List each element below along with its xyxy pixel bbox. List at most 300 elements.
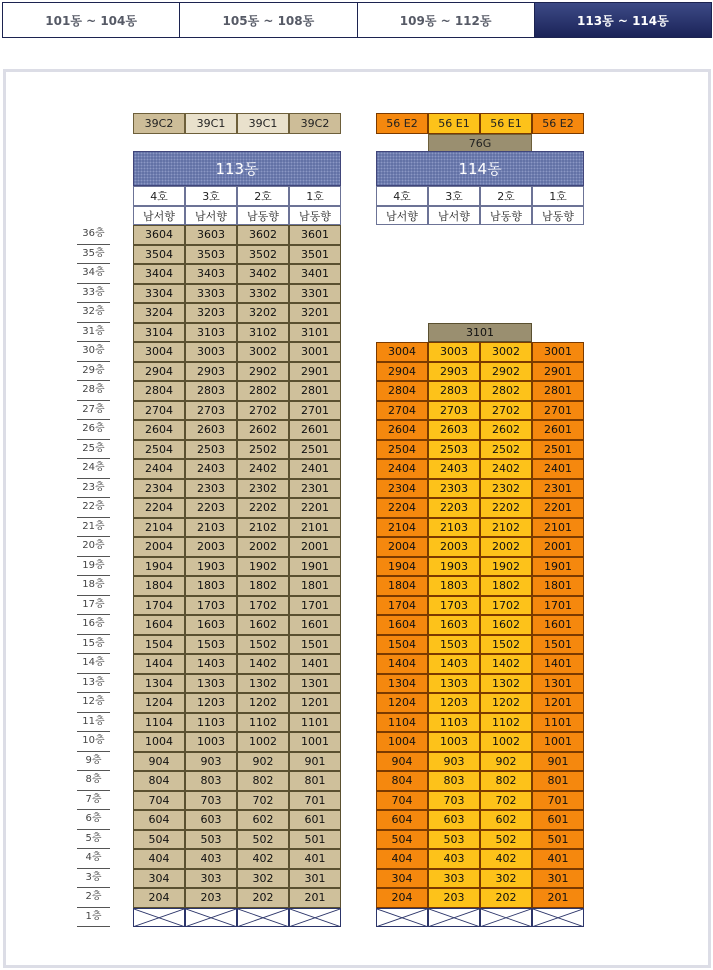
- unit-cell[interactable]: 2902: [480, 362, 532, 382]
- unit-cell[interactable]: 403: [185, 849, 237, 869]
- unit-cell[interactable]: 3004: [133, 342, 185, 362]
- unit-cell[interactable]: 1303: [428, 674, 480, 694]
- unit-cell[interactable]: 2003: [185, 537, 237, 557]
- unit-cell[interactable]: 1203: [185, 693, 237, 713]
- unit-cell[interactable]: 603: [428, 810, 480, 830]
- unit-cell[interactable]: 602: [480, 810, 532, 830]
- unit-cell[interactable]: 603: [185, 810, 237, 830]
- unit-cell[interactable]: 2604: [133, 420, 185, 440]
- unit-cell[interactable]: 2103: [428, 518, 480, 538]
- unit-cell[interactable]: 1804: [376, 576, 428, 596]
- unit-cell[interactable]: 1703: [428, 596, 480, 616]
- unit-cell[interactable]: 3101: [289, 323, 341, 343]
- unit-cell[interactable]: 2002: [237, 537, 289, 557]
- unit-cell[interactable]: 1101: [289, 713, 341, 733]
- unit-cell[interactable]: 2004: [376, 537, 428, 557]
- unit-cell[interactable]: 2402: [480, 459, 532, 479]
- unit-cell[interactable]: 3304: [133, 284, 185, 304]
- unit-cell[interactable]: 2904: [133, 362, 185, 382]
- unit-cell[interactable]: 904: [133, 752, 185, 772]
- unit-cell[interactable]: 3202: [237, 303, 289, 323]
- unit-cell[interactable]: 1104: [133, 713, 185, 733]
- floor-label: 19층: [77, 557, 110, 577]
- unit-cell[interactable]: 2101: [532, 518, 584, 538]
- unit-cell[interactable]: 3302: [237, 284, 289, 304]
- unit-cell[interactable]: 1604: [376, 615, 428, 635]
- unit-cell[interactable]: 1104: [376, 713, 428, 733]
- floor-label: 8층: [77, 771, 110, 791]
- unit-cell[interactable]: 1102: [480, 713, 532, 733]
- unit-cell[interactable]: 1303: [185, 674, 237, 694]
- unit-cell[interactable]: 2904: [376, 362, 428, 382]
- unit-cell[interactable]: 1502: [480, 635, 532, 655]
- empty-cell: [185, 908, 237, 928]
- unit-type-label: 56 E1: [480, 113, 532, 134]
- unit-cell[interactable]: 2202: [480, 498, 532, 518]
- unit-cell[interactable]: 302: [480, 869, 532, 889]
- unit-cell[interactable]: 2901: [289, 362, 341, 382]
- unit-cell[interactable]: 1901: [532, 557, 584, 577]
- unit-cell[interactable]: 3003: [185, 342, 237, 362]
- unit-cell[interactable]: 1401: [532, 654, 584, 674]
- unit-cell[interactable]: 2001: [289, 537, 341, 557]
- unit-cell[interactable]: 1701: [289, 596, 341, 616]
- unit-cell[interactable]: 2503: [428, 440, 480, 460]
- unit-cell[interactable]: 1802: [480, 576, 532, 596]
- unit-cell[interactable]: 903: [185, 752, 237, 772]
- unit-cell[interactable]: 701: [532, 791, 584, 811]
- unit-cell[interactable]: 1403: [185, 654, 237, 674]
- direction-label: 남서향: [428, 206, 480, 225]
- unit-cell[interactable]: 902: [480, 752, 532, 772]
- unit-cell[interactable]: 1404: [376, 654, 428, 674]
- unit-cell[interactable]: 1904: [376, 557, 428, 577]
- unit-cell[interactable]: 2902: [237, 362, 289, 382]
- unit-cell[interactable]: 2803: [428, 381, 480, 401]
- unit-cell[interactable]: 1003: [428, 732, 480, 752]
- unit-cell[interactable]: 201: [289, 888, 341, 908]
- unit-cell[interactable]: 401: [532, 849, 584, 869]
- unit-cell[interactable]: 1201: [289, 693, 341, 713]
- unit-layout-panel: [3, 69, 711, 968]
- unit-cell[interactable]: 2602: [237, 420, 289, 440]
- unit-cell[interactable]: 2201: [532, 498, 584, 518]
- unit-cell[interactable]: 3002: [237, 342, 289, 362]
- unit-cell[interactable]: 1002: [237, 732, 289, 752]
- unit-cell[interactable]: 3201: [289, 303, 341, 323]
- unit-cell[interactable]: 2701: [289, 401, 341, 421]
- floor-label: 12층: [77, 693, 110, 713]
- unit-cell[interactable]: 902: [237, 752, 289, 772]
- unit-cell[interactable]: 504: [133, 830, 185, 850]
- unit-cell[interactable]: 2303: [428, 479, 480, 499]
- unit-cell[interactable]: 503: [185, 830, 237, 850]
- unit-cell[interactable]: 1603: [428, 615, 480, 635]
- unit-cell[interactable]: 2302: [480, 479, 532, 499]
- unit-cell[interactable]: 1601: [532, 615, 584, 635]
- unit-cell[interactable]: 1503: [428, 635, 480, 655]
- unit-cell[interactable]: 803: [185, 771, 237, 791]
- unit-cell[interactable]: 2301: [532, 479, 584, 499]
- unit-cell[interactable]: 2301: [289, 479, 341, 499]
- unit-cell[interactable]: 704: [376, 791, 428, 811]
- unit-cell[interactable]: 1803: [428, 576, 480, 596]
- unit-cell[interactable]: 2504: [376, 440, 428, 460]
- tab-105-108[interactable]: 105동 ~ 108동: [180, 3, 357, 37]
- unit-cell[interactable]: 203: [428, 888, 480, 908]
- unit-cell[interactable]: 504: [376, 830, 428, 850]
- unit-cell[interactable]: 701: [289, 791, 341, 811]
- unit-cell[interactable]: 501: [289, 830, 341, 850]
- unit-cell[interactable]: 1202: [480, 693, 532, 713]
- unit-cell[interactable]: 3604: [133, 225, 185, 245]
- unit-cell[interactable]: 703: [428, 791, 480, 811]
- unit-cell[interactable]: 2403: [185, 459, 237, 479]
- unit-cell[interactable]: 2004: [133, 537, 185, 557]
- unit-cell[interactable]: 1504: [133, 635, 185, 655]
- unit-cell[interactable]: 702: [237, 791, 289, 811]
- unit-cell[interactable]: 1204: [133, 693, 185, 713]
- unit-cell[interactable]: 404: [376, 849, 428, 869]
- unit-cell[interactable]: 3103: [185, 323, 237, 343]
- unit-cell[interactable]: 1704: [376, 596, 428, 616]
- unit-cell[interactable]: 802: [480, 771, 532, 791]
- unit-cell[interactable]: 1403: [428, 654, 480, 674]
- unit-cell[interactable]: 801: [289, 771, 341, 791]
- unit-cell[interactable]: 2804: [376, 381, 428, 401]
- line-label: 4호: [376, 186, 428, 206]
- unit-cell[interactable]: 2504: [133, 440, 185, 460]
- floor-label: 31층: [77, 323, 110, 343]
- unit-cell[interactable]: 2002: [480, 537, 532, 557]
- unit-cell[interactable]: 604: [133, 810, 185, 830]
- unit-cell[interactable]: 2202: [237, 498, 289, 518]
- unit-cell[interactable]: 2003: [428, 537, 480, 557]
- unit-cell[interactable]: 204: [133, 888, 185, 908]
- unit-cell[interactable]: 401: [289, 849, 341, 869]
- unit-cell[interactable]: 1904: [133, 557, 185, 577]
- unit-cell[interactable]: 704: [133, 791, 185, 811]
- unit-cell[interactable]: 2804: [133, 381, 185, 401]
- unit-cell[interactable]: 1902: [237, 557, 289, 577]
- unit-cell[interactable]: 2404: [133, 459, 185, 479]
- line-label: 2호: [237, 186, 289, 206]
- unit-cell[interactable]: 302: [237, 869, 289, 889]
- unit-cell[interactable]: 2204: [133, 498, 185, 518]
- unit-cell[interactable]: 2104: [376, 518, 428, 538]
- unit-cell[interactable]: 1001: [289, 732, 341, 752]
- unit-cell[interactable]: 3001: [532, 342, 584, 362]
- unit-cell[interactable]: 1702: [237, 596, 289, 616]
- unit-cell[interactable]: 2801: [289, 381, 341, 401]
- unit-cell[interactable]: 1301: [289, 674, 341, 694]
- unit-cell[interactable]: 1504: [376, 635, 428, 655]
- tab-109-112[interactable]: 109동 ~ 112동: [358, 3, 535, 37]
- unit-cell[interactable]: 2703: [185, 401, 237, 421]
- unit-cell[interactable]: 402: [237, 849, 289, 869]
- unit-cell[interactable]: 1501: [532, 635, 584, 655]
- unit-cell[interactable]: 2403: [428, 459, 480, 479]
- unit-cell[interactable]: 404: [133, 849, 185, 869]
- unit-cell[interactable]: 1101: [532, 713, 584, 733]
- unit-cell[interactable]: 2203: [428, 498, 480, 518]
- unit-cell[interactable]: 1802: [237, 576, 289, 596]
- direction-label: 남서향: [185, 206, 237, 225]
- unit-cell[interactable]: 3303: [185, 284, 237, 304]
- empty-cell: [532, 908, 584, 928]
- floor-label: 22층: [77, 498, 110, 518]
- unit-cell[interactable]: 2304: [133, 479, 185, 499]
- unit-cell[interactable]: 1903: [185, 557, 237, 577]
- unit-cell[interactable]: 202: [480, 888, 532, 908]
- unit-cell[interactable]: 802: [237, 771, 289, 791]
- unit-cell[interactable]: 402: [480, 849, 532, 869]
- unit-cell[interactable]: 3301: [289, 284, 341, 304]
- unit-cell[interactable]: 303: [428, 869, 480, 889]
- unit-type-label: 39C2: [133, 113, 185, 134]
- unit-cell[interactable]: 1903: [428, 557, 480, 577]
- unit-cell[interactable]: 2503: [185, 440, 237, 460]
- unit-cell[interactable]: 2803: [185, 381, 237, 401]
- unit-cell[interactable]: 2401: [532, 459, 584, 479]
- unit-cell[interactable]: 1102: [237, 713, 289, 733]
- unit-cell[interactable]: 2204: [376, 498, 428, 518]
- unit-cell[interactable]: 804: [133, 771, 185, 791]
- unit-cell[interactable]: 1901: [289, 557, 341, 577]
- unit-cell[interactable]: 1202: [237, 693, 289, 713]
- unit-cell[interactable]: 2102: [237, 518, 289, 538]
- unit-cell[interactable]: 1801: [532, 576, 584, 596]
- unit-cell[interactable]: 1301: [532, 674, 584, 694]
- floor-label: 20층: [77, 537, 110, 557]
- unit-cell[interactable]: 601: [289, 810, 341, 830]
- unit-cell[interactable]: 703: [185, 791, 237, 811]
- unit-cell[interactable]: 3502: [237, 245, 289, 265]
- unit-cell[interactable]: 2801: [532, 381, 584, 401]
- unit-cell[interactable]: 2903: [428, 362, 480, 382]
- unit-cell[interactable]: 503: [428, 830, 480, 850]
- unit-cell[interactable]: 2201: [289, 498, 341, 518]
- unit-type-label: 39C2: [289, 113, 341, 134]
- unit-cell[interactable]: 1801: [289, 576, 341, 596]
- unit-cell[interactable]: 2502: [480, 440, 532, 460]
- unit-cell[interactable]: 2901: [532, 362, 584, 382]
- unit-cell[interactable]: 2802: [237, 381, 289, 401]
- unit-cell[interactable]: 1502: [237, 635, 289, 655]
- unit-cell[interactable]: 1002: [480, 732, 532, 752]
- unit-cell[interactable]: 1302: [480, 674, 532, 694]
- unit-cell[interactable]: 903: [428, 752, 480, 772]
- unit-cell[interactable]: 801: [532, 771, 584, 791]
- unit-cell[interactable]: 2501: [289, 440, 341, 460]
- unit-cell[interactable]: 502: [480, 830, 532, 850]
- unit-cell[interactable]: 1204: [376, 693, 428, 713]
- unit-cell[interactable]: 702: [480, 791, 532, 811]
- floor-label: 25층: [77, 440, 110, 460]
- unit-cell[interactable]: 3102: [237, 323, 289, 343]
- unit-cell[interactable]: 1603: [185, 615, 237, 635]
- unit-cell[interactable]: 1103: [185, 713, 237, 733]
- unit-cell[interactable]: 3501: [289, 245, 341, 265]
- floor-label: 2층: [77, 888, 110, 908]
- unit-cell[interactable]: 2404: [376, 459, 428, 479]
- floor-label: 9층: [77, 752, 110, 772]
- direction-label: 남동향: [532, 206, 584, 225]
- unit-cell[interactable]: 3003: [428, 342, 480, 362]
- unit-cell[interactable]: 2704: [376, 401, 428, 421]
- unit-cell[interactable]: 502: [237, 830, 289, 850]
- unit-cell[interactable]: 3401: [289, 264, 341, 284]
- empty-cell: [237, 908, 289, 928]
- unit-cell[interactable]: 2104: [133, 518, 185, 538]
- unit-cell[interactable]: 3203: [185, 303, 237, 323]
- unit-cell[interactable]: 901: [289, 752, 341, 772]
- unit-cell[interactable]: 2302: [237, 479, 289, 499]
- unit-cell[interactable]: 1702: [480, 596, 532, 616]
- unit-cell[interactable]: 2101: [289, 518, 341, 538]
- unit-cell[interactable]: 2601: [532, 420, 584, 440]
- unit-cell[interactable]: 2304: [376, 479, 428, 499]
- tab-113-114[interactable]: 113동 ~ 114동: [535, 3, 711, 37]
- unit-cell[interactable]: 403: [428, 849, 480, 869]
- penthouse-cell[interactable]: 3101: [428, 323, 532, 343]
- unit-cell[interactable]: 3403: [185, 264, 237, 284]
- unit-cell[interactable]: 3002: [480, 342, 532, 362]
- unit-cell[interactable]: 1302: [237, 674, 289, 694]
- direction-label: 남서향: [376, 206, 428, 225]
- unit-cell[interactable]: 2903: [185, 362, 237, 382]
- unit-cell[interactable]: 501: [532, 830, 584, 850]
- unit-cell[interactable]: 204: [376, 888, 428, 908]
- unit-cell[interactable]: 2703: [428, 401, 480, 421]
- unit-cell[interactable]: 303: [185, 869, 237, 889]
- unit-cell[interactable]: 1501: [289, 635, 341, 655]
- floor-label: 17층: [77, 596, 110, 616]
- tab-101-104[interactable]: 101동 ~ 104동: [3, 3, 180, 37]
- unit-cell[interactable]: 1201: [532, 693, 584, 713]
- unit-cell[interactable]: 1701: [532, 596, 584, 616]
- unit-cell[interactable]: 1503: [185, 635, 237, 655]
- unit-cell[interactable]: 904: [376, 752, 428, 772]
- unit-cell[interactable]: 2203: [185, 498, 237, 518]
- unit-cell[interactable]: 304: [133, 869, 185, 889]
- unit-cell[interactable]: 301: [289, 869, 341, 889]
- unit-cell[interactable]: 2603: [428, 420, 480, 440]
- floor-label: 33층: [77, 284, 110, 304]
- unit-type-label: 56 E2: [532, 113, 584, 134]
- unit-cell[interactable]: 1402: [237, 654, 289, 674]
- unit-cell[interactable]: 1602: [237, 615, 289, 635]
- unit-cell[interactable]: 1401: [289, 654, 341, 674]
- unit-cell[interactable]: 1304: [376, 674, 428, 694]
- unit-cell[interactable]: 301: [532, 869, 584, 889]
- floor-label: 26층: [77, 420, 110, 440]
- unit-cell[interactable]: 3601: [289, 225, 341, 245]
- unit-cell[interactable]: 901: [532, 752, 584, 772]
- unit-cell[interactable]: 602: [237, 810, 289, 830]
- unit-cell[interactable]: 1804: [133, 576, 185, 596]
- unit-cell[interactable]: 2001: [532, 537, 584, 557]
- unit-cell[interactable]: 2604: [376, 420, 428, 440]
- unit-cell[interactable]: 203: [185, 888, 237, 908]
- unit-cell[interactable]: 2303: [185, 479, 237, 499]
- unit-cell[interactable]: 3602: [237, 225, 289, 245]
- unit-cell[interactable]: 201: [532, 888, 584, 908]
- unit-cell[interactable]: 2501: [532, 440, 584, 460]
- unit-cell[interactable]: 3503: [185, 245, 237, 265]
- unit-cell[interactable]: 202: [237, 888, 289, 908]
- unit-cell[interactable]: 1704: [133, 596, 185, 616]
- floor-label: 7층: [77, 791, 110, 811]
- unit-cell[interactable]: 1703: [185, 596, 237, 616]
- unit-cell[interactable]: 2701: [532, 401, 584, 421]
- unit-cell[interactable]: 3402: [237, 264, 289, 284]
- floor-label: 23층: [77, 479, 110, 499]
- unit-cell[interactable]: 304: [376, 869, 428, 889]
- unit-cell[interactable]: 803: [428, 771, 480, 791]
- unit-cell[interactable]: 2704: [133, 401, 185, 421]
- unit-cell[interactable]: 604: [376, 810, 428, 830]
- empty-cell: [289, 908, 341, 928]
- unit-cell[interactable]: 2402: [237, 459, 289, 479]
- unit-cell[interactable]: 2602: [480, 420, 532, 440]
- unit-cell[interactable]: 3404: [133, 264, 185, 284]
- unit-cell[interactable]: 1003: [185, 732, 237, 752]
- unit-cell[interactable]: 1902: [480, 557, 532, 577]
- unit-cell[interactable]: 3001: [289, 342, 341, 362]
- unit-cell[interactable]: 2802: [480, 381, 532, 401]
- unit-cell[interactable]: 1602: [480, 615, 532, 635]
- unit-cell[interactable]: 3603: [185, 225, 237, 245]
- unit-cell[interactable]: 2502: [237, 440, 289, 460]
- unit-cell[interactable]: 1103: [428, 713, 480, 733]
- unit-cell[interactable]: 1404: [133, 654, 185, 674]
- unit-cell[interactable]: 804: [376, 771, 428, 791]
- floor-label: 4층: [77, 849, 110, 869]
- floor-label: 16층: [77, 615, 110, 635]
- unit-cell[interactable]: 1604: [133, 615, 185, 635]
- unit-cell[interactable]: 2103: [185, 518, 237, 538]
- unit-cell[interactable]: 3204: [133, 303, 185, 323]
- unit-cell[interactable]: 1004: [376, 732, 428, 752]
- floor-label: 18층: [77, 576, 110, 596]
- line-label: 1호: [289, 186, 341, 206]
- direction-label: 남동향: [289, 206, 341, 225]
- unit-cell[interactable]: 3104: [133, 323, 185, 343]
- unit-cell[interactable]: 1304: [133, 674, 185, 694]
- unit-cell[interactable]: 1402: [480, 654, 532, 674]
- unit-cell[interactable]: 3004: [376, 342, 428, 362]
- unit-cell[interactable]: 2601: [289, 420, 341, 440]
- unit-cell[interactable]: 1601: [289, 615, 341, 635]
- unit-cell[interactable]: 2102: [480, 518, 532, 538]
- unit-cell[interactable]: 1203: [428, 693, 480, 713]
- line-label: 1호: [532, 186, 584, 206]
- unit-cell[interactable]: 3504: [133, 245, 185, 265]
- floor-label: 10층: [77, 732, 110, 752]
- unit-cell[interactable]: 2401: [289, 459, 341, 479]
- unit-type-label: 56 E2: [376, 113, 428, 134]
- direction-label: 남서향: [133, 206, 185, 225]
- unit-cell[interactable]: 601: [532, 810, 584, 830]
- unit-cell[interactable]: 2702: [480, 401, 532, 421]
- unit-cell[interactable]: 1001: [532, 732, 584, 752]
- unit-cell[interactable]: 1004: [133, 732, 185, 752]
- direction-label: 남동향: [237, 206, 289, 225]
- unit-cell[interactable]: 1803: [185, 576, 237, 596]
- unit-cell[interactable]: 2702: [237, 401, 289, 421]
- unit-cell[interactable]: 2603: [185, 420, 237, 440]
